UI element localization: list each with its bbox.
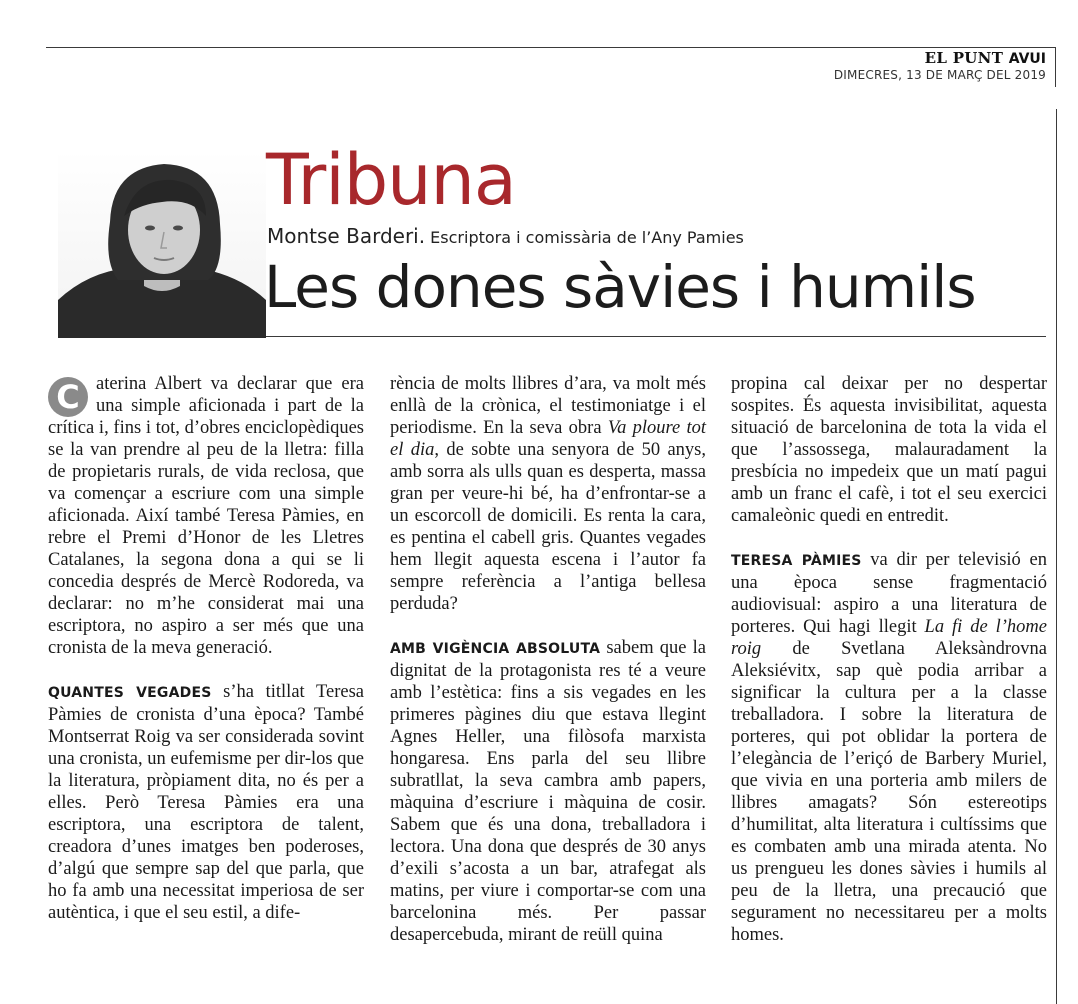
author-role: Escriptora i comissària de l’Any Pamies <box>430 228 744 247</box>
byline <box>267 224 744 248</box>
lead-in: QUANTES VEGADES <box>48 685 212 701</box>
newspaper-name-main: EL PUNT <box>924 49 1004 67</box>
author-photo <box>58 150 266 338</box>
paragraph-text: propina cal deixar per no despertar sospites. És aquesta invisibilitat, aquesta situació de barcelonina de tota la vida el que l’assossega, malauradament la presbícia no impedeix que un matí pagui amb un franc el cafè, i tot el seu exercici camaleònic quedi en entredit. <box>731 374 1047 526</box>
lead-in: AMB VIGÈNCIA ABSOLUTA <box>390 641 601 657</box>
newspaper-name-bold: AVUI <box>1008 51 1046 67</box>
paragraph <box>48 681 364 924</box>
paragraph <box>48 373 364 659</box>
issue-date: DIMECRES, 13 DE MARÇ DEL 2019 <box>833 68 1046 82</box>
top-rule <box>46 47 1056 48</box>
book-title: Va ploure tot el dia <box>390 418 706 460</box>
paragraph-text: sabem que la dignitat de la protagonista res té a veure amb l’estètica: fins a sis vegades en les primeres pàgines diu que estava llegint Agnes Heller, una filòsofa marxista hongaresa. Ens parla del seu llibre subratllat, la seva cambra amb papers, màquina d’escriure i màquina de cosir. Sabem que és una dona, treballadora i lectora. Una dona que després de 30 anys d’exili s’acosta a un bar, atrafegat als matins, per viure i comportar-se com una barcelonina més. Per passar desapercebuda, mirant de reüll quina <box>390 638 706 945</box>
masthead-separator <box>1055 47 1056 87</box>
masthead <box>834 50 1046 82</box>
lead-in: TERESA PÀMIES <box>731 553 862 569</box>
article-column-2 <box>390 373 706 946</box>
paragraph <box>390 637 706 946</box>
drop-cap: C <box>48 377 88 417</box>
article-column-3 <box>731 373 1047 946</box>
paragraph <box>731 549 1047 946</box>
paragraph <box>731 373 1047 527</box>
paragraph <box>390 373 706 615</box>
headline: Les dones sàvies i humils <box>264 253 976 321</box>
paragraph-text: aterina Albert va declarar que era una simple aficionada i part de la crítica i, fins i tot, d’obres enciclopèdiques se la van prendre al peu de la lletra: filla de propietaris rurals, de vida reclosa, que va començar a escriure com una simple aficionada. Així també Teresa Pàmies, en rebre el Premi d’Honor de les Lletres Catalanes, la segona dona a qui se li concedia després de Mercè Rodoreda, va declarar: no m’he considerat mai una escriptora, no aspiro a ser més que una cronista de la meva generació. <box>48 374 364 658</box>
section-title: Tribuna <box>266 139 516 221</box>
author-name: Montse Barderi. <box>267 224 426 248</box>
paragraph-text: de Svetlana Aleksàndrovna Aleksiévitx, sap què podia arribar a significar la cultura per a la classe treballadora. I sobre la literatura de porteres, qui pot oblidar la portera de l’elegància de l’eriçó de Barbery Muriel, que vivia en una porteria amb milers de llibres amagats? Són estereotips d’humilitat, alta literatura i cultíssims que es combaten amb una mirada atenta. No us prengueu les dones sàvies i humils al peu de la lletra, una precaució que segurament no necessitareu per a molts homes. <box>731 639 1047 945</box>
paragraph-text: , de sobte una senyora de 50 anys, amb sorra als ulls quan es desperta, massa gran per veure-hi bé, ha d’enfrontar-se a un escorcoll de domicili. Es renta la cara, es pentina el cabell gris. Quantes vegades hem llegit aquesta escena i l’autor fa sempre referència a l’antiga bellesa perduda? <box>390 440 706 614</box>
paragraph-text: rència de molts llibres d’ara, va molt més enllà de la crònica, el testimoniatge i el periodisme. En la seva obra <box>390 374 706 438</box>
paragraph-text: s’ha titllat Teresa Pàmies de cronista d’una època? També Montserrat Roig va ser considerada sovint una cronista, un eufemisme per dir-los que la literatura, pròpiament dita, no és per a elles. Però Teresa Pàmies era una escriptora, una escriptora de talent, creadora d’unes imatges ben poderoses, d’algú que sempre sap del que parla, que ho fa amb una necessitat imperiosa de ser autèntica, i que el seu estil, a dife- <box>48 682 364 923</box>
book-title: La fi de l’home roig <box>731 617 1047 659</box>
newspaper-name <box>834 50 1046 68</box>
article-column-1 <box>48 373 364 924</box>
paragraph-text: va dir per televisió en una època sense fragmentació audiovisual: aspiro a una literatura de porteres. Qui hagi llegit <box>731 550 1047 637</box>
right-column-rule <box>1056 109 1057 1004</box>
headline-rule <box>266 336 1046 337</box>
